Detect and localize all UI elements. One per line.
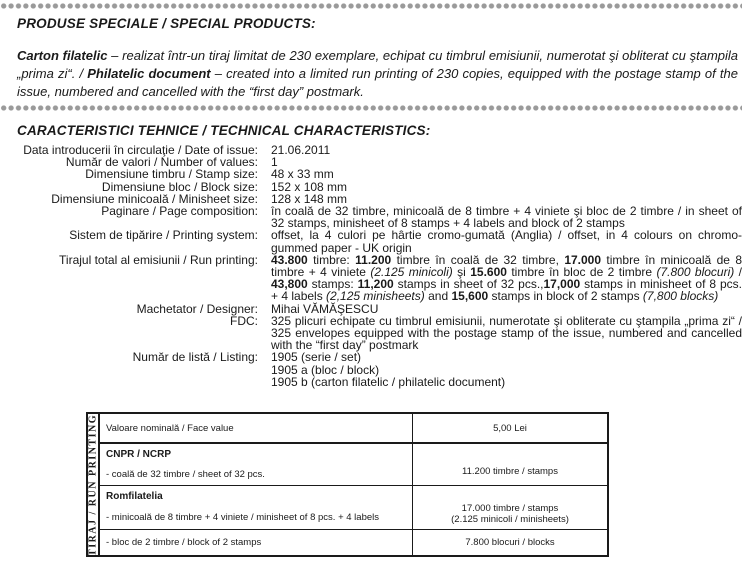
spec-run-printing: Tirajul total al emisiunii / Run printing: 43.800 timbre: 11.200 timbre în coală de 32 timbre, 17.000 timbre în minicoală de 8 timbre + 4 viniete (2.125 minicoli) şi 15.600 timbre în bloc de 2 timbre (7.800 blocuri) / 43,800 stamps: 11,200 stamps in sheet of 32 pcs.,17,000 stamps in minisheet of 8 pcs. + 4 labels (2,125 minisheets) and 15,600 stamps in block of 2 stamps (7,800 blocks)	[59, 252, 743, 304]
technical-specs	[17, 144, 742, 388]
face-value: 5,00 Lei	[413, 413, 609, 443]
spec-composition: Paginare / Page composition: în coală de 32 timbre, minicoală de 8 timbre + 4 viniete şi bloc de 2 timbre / in sheet of 32 stamps, minisheet of 8 stamps + 4 labels and block of 2 stamps	[101, 204, 742, 231]
block-label: - bloc de 2 timbre / block of 2 stamps	[99, 530, 413, 556]
minisheet-value: 17.000 timbre / stamps (2.125 minicoli / minisheets)	[413, 485, 609, 530]
cnpr-label: CNPR / NCRP	[106, 448, 172, 460]
face-value-row	[87, 413, 608, 443]
dotted-divider-top	[0, 2, 742, 10]
philatelic-title: Philatelic document	[87, 66, 211, 81]
technical-heading: CARACTERISTICI TEHNICE / TECHNICAL CHARACTERISTICS:	[17, 123, 431, 138]
spec-block-size: Dimensiune bloc / Block size: 152 x 108 mm	[101, 179, 348, 194]
spec-fdc: FDC: 325 plicuri echipate cu timbrul emisiunii, numerotate şi obliterate cu ştampila „prima zi“ / 325 envelopes equipped with the postage stamp of the issue, numbered and cancelled with the “first day” postmark	[230, 313, 742, 353]
run-printing-side-label: TIRAJ / RUN PRINTING	[87, 413, 99, 556]
cnpr-row	[87, 443, 608, 485]
run-printing-table	[86, 412, 609, 557]
romfilatelia-label: Romfilatelia	[106, 491, 163, 503]
block-row	[87, 530, 608, 556]
spec-designer: Machetator / Designer: Mihai VĂMĂŞESCU	[136, 301, 379, 316]
spec-date: Data introducerii în circulaţie / Date of issue: 21.06.2011	[23, 143, 331, 157]
spec-stamp-size: Dimensiune timbru / Stamp size: 48 x 33 mm	[85, 167, 334, 182]
philatelic-description: – created into a limited run printing of 230 copies, equipped with the postage stamp of the issue, numbered and cancelled with the “first day” postmark.	[17, 66, 738, 99]
block-value: 7.800 blocuri / blocks	[413, 530, 609, 556]
face-value-label: Valoare nominală / Face value	[99, 413, 413, 443]
spec-listing: Număr de listă / Listing: 1905 (serie / set) 1905 a (bloc / block) 1905 b (carton filatelic / philatelic document)	[132, 350, 506, 389]
spec-printing: Sistem de tipărire / Printing system: offset, la 4 culori pe hârtie cromo-gumată (Anglia) / offset, in 4 colours on chromo-gummed paper - UK origin	[69, 228, 742, 255]
carton-title: Carton filatelic	[17, 48, 108, 63]
minisheet-label: - minicoală de 8 timbre + 4 viniete / minisheet of 8 pcs. + 4 labels	[106, 512, 379, 524]
sheet-label: - coală de 32 timbre / sheet of 32 pcs.	[106, 468, 265, 480]
romfilatelia-row	[87, 485, 608, 530]
sheet-value: 11.200 timbre / stamps	[413, 443, 609, 485]
spec-minisheet-size: Dimensiune minicoală / Minisheet size: 128 x 148 mm	[51, 191, 348, 206]
special-products-heading: PRODUSE SPECIALE / SPECIAL PRODUCTS:	[17, 16, 316, 31]
special-products-text	[17, 47, 738, 101]
carton-description: – realizat într-un tiraj limitat de 230 exemplare, echipat cu timbrul emisiunii, numerotat şi obliterat cu ştampila „prima zi“. /	[17, 48, 739, 81]
dotted-divider-middle	[0, 104, 742, 112]
spec-values: Număr de valori / Number of values: 1	[65, 155, 278, 170]
